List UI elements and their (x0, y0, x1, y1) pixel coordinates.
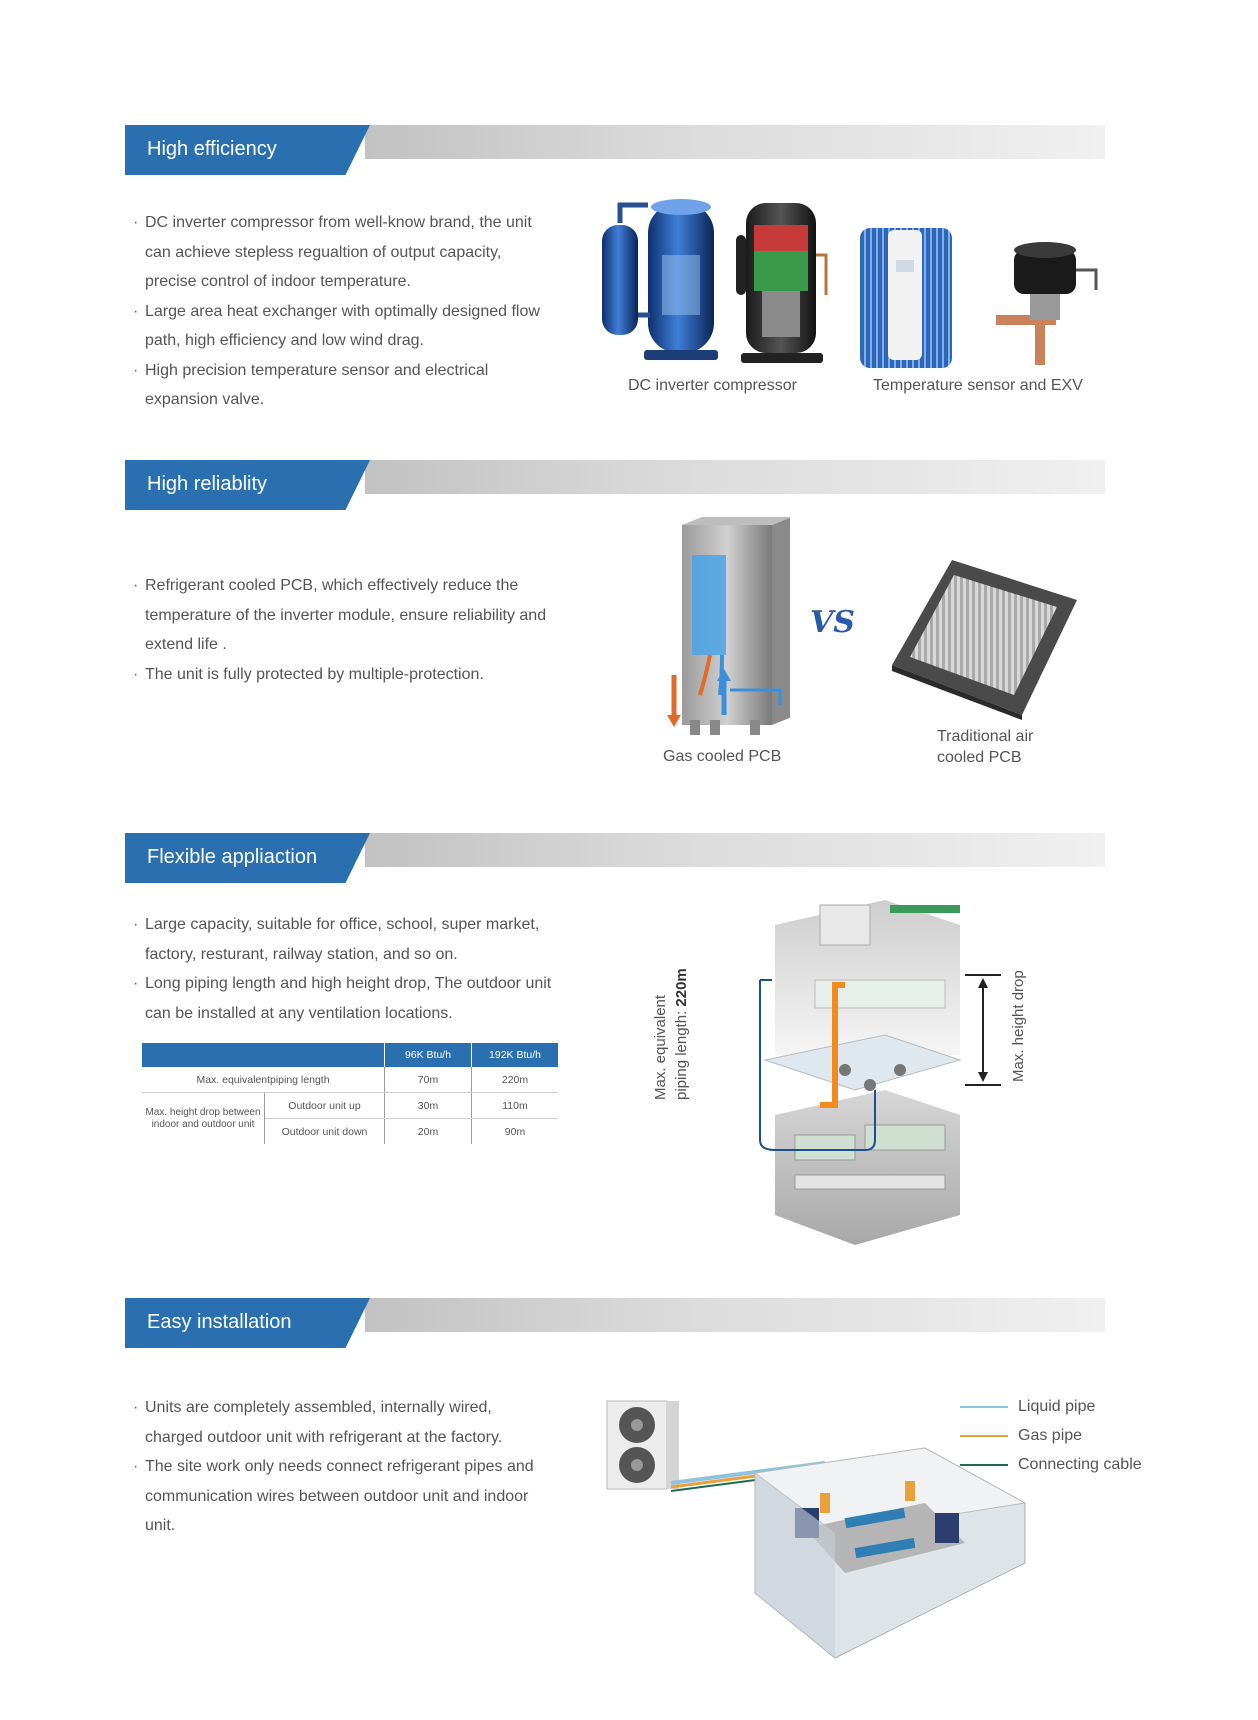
bullet-item: · High precision temperature sensor and electrical expansion valve. (135, 356, 555, 415)
table-header-cell: 192K Btu/h (472, 1043, 559, 1067)
table-header-cell: 96K Btu/h (385, 1043, 472, 1067)
legend-label: Gas pipe (1018, 1427, 1083, 1444)
efficiency-bullets (135, 208, 555, 415)
legend-swatch (960, 1435, 1008, 1437)
legend-item (960, 1398, 1142, 1427)
pipe-legend (960, 1398, 1142, 1485)
bullet-item: · Large area heat exchanger with optimally designed flow path, high efficiency and low wind drag. (135, 297, 555, 356)
table-cell: 110m (472, 1093, 559, 1119)
bullet-item: · Long piping length and high height drop, The outdoor unit can be installed at any ventilation locations. (135, 969, 565, 1028)
piping-length-label (650, 880, 692, 1100)
table-cell-label: Max. equivalentpiping length (142, 1067, 385, 1093)
reliability-bullets (135, 571, 555, 689)
section-title: High efficiency (147, 138, 277, 160)
table-cell-label: Outdoor unit down (265, 1119, 385, 1145)
table-row (142, 1067, 558, 1093)
table-header-blank (142, 1043, 385, 1067)
caption-air-cooled: Traditional air cooled PCB (937, 728, 1034, 766)
section-header-flexible (125, 833, 1105, 883)
legend-swatch (960, 1464, 1008, 1466)
table-cell-label: Outdoor unit up (265, 1093, 385, 1119)
caption-sensor-exv: Temperature sensor and EXV (873, 377, 1083, 394)
bullet-item: · DC inverter compressor from well-know brand, the unit can achieve stepless regualtion of output capacity, precise control of indoor temperature. (135, 208, 555, 297)
section-header-installation (125, 1298, 1105, 1348)
table-cell: 220m (472, 1067, 559, 1093)
section-header-efficiency (125, 125, 1105, 175)
caption-compressor: DC inverter compressor (628, 377, 797, 394)
section-header-reliability (125, 460, 1105, 510)
flexible-bullets (135, 910, 565, 1028)
header-gradient-bar (365, 1298, 1105, 1332)
piping-label-line2 (671, 880, 692, 1100)
bullet-item: · Units are completely assembled, internally wired, charged outdoor unit with refrigerant at the factory. (135, 1393, 545, 1452)
table-cell-group-label: Max. height drop between indoor and outdoor unit (142, 1093, 265, 1145)
table-header-row (142, 1043, 558, 1067)
header-gradient-bar (365, 460, 1105, 494)
building-piping-diagram (695, 885, 1055, 1245)
spec-table (142, 1043, 558, 1144)
table-cell: 30m (385, 1093, 472, 1119)
bullet-item: · Refrigerant cooled PCB, which effectively reduce the temperature of the inverter module, ensure reliability and extend life . (135, 571, 555, 660)
bullet-item: · The unit is fully protected by multiple-protection. (135, 660, 555, 690)
header-gradient-bar (365, 125, 1105, 159)
bullet-item: · Large capacity, suitable for office, school, super market, factory, resturant, railway station, and so on. (135, 910, 565, 969)
bullet-item: · The site work only needs connect refrigerant pipes and communication wires between outdoor unit and indoor unit. (135, 1452, 545, 1541)
piping-label-line1: Max. equivalent (652, 994, 669, 1100)
section-title: Flexible appliaction (147, 846, 318, 868)
gas-cooled-pcb-illustration (660, 515, 790, 740)
legend-item (960, 1456, 1142, 1485)
installation-bullets (135, 1393, 545, 1541)
piping-label-value: 220m (673, 968, 690, 1007)
legend-swatch (960, 1406, 1008, 1408)
legend-label: Liquid pipe (1018, 1398, 1096, 1415)
legend-label: Connecting cable (1018, 1456, 1142, 1473)
section-title: High reliablity (147, 473, 268, 495)
vs-label: VS (810, 605, 855, 640)
height-drop-label: Max. height drop (1010, 970, 1027, 1082)
table-cell: 90m (504, 1125, 526, 1138)
table-cell: 20m (385, 1119, 472, 1145)
header-gradient-bar (365, 833, 1105, 867)
table-cell: 70m (385, 1067, 472, 1093)
legend-item (960, 1427, 1142, 1456)
table-row (142, 1093, 558, 1119)
compressor-illustration (596, 195, 828, 370)
caption-gas-cooled: Gas cooled PCB (663, 748, 782, 765)
piping-label-prefix: piping length: (673, 1006, 690, 1100)
section-title: Easy installation (147, 1311, 292, 1333)
sensor-exv-illustration (858, 220, 1108, 370)
air-cooled-pcb-illustration (882, 555, 1082, 720)
